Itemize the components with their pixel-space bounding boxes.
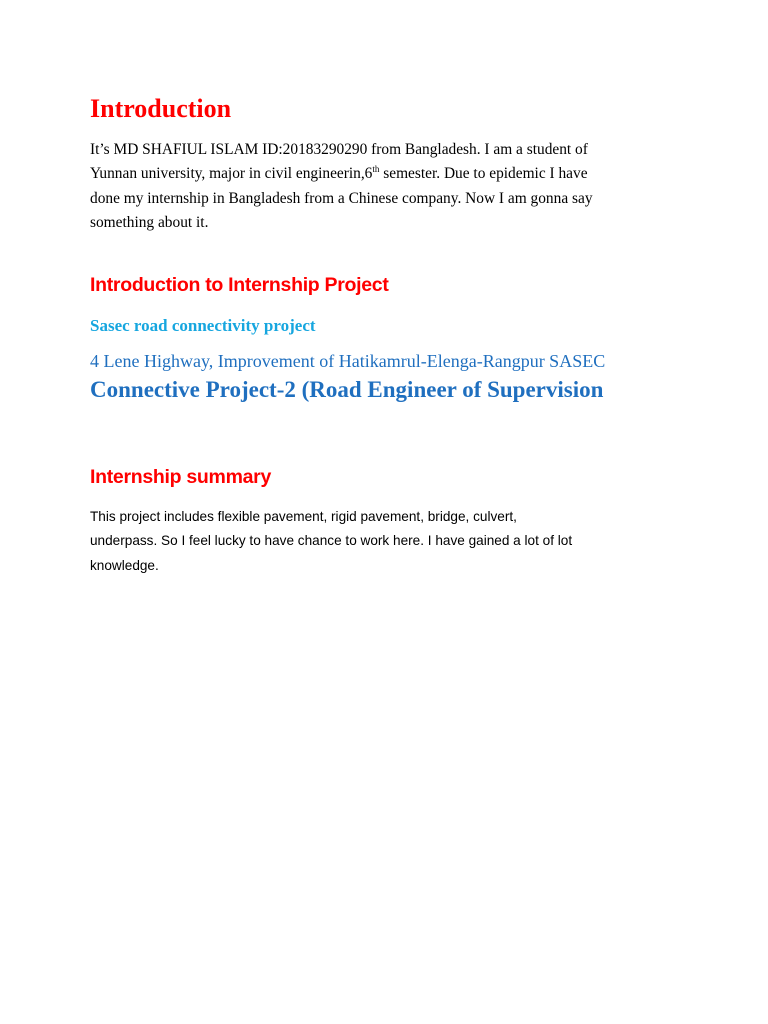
introduction-heading: Introduction: [90, 94, 232, 123]
intro-line-4: something about it.: [90, 214, 209, 232]
project-title-line-2: Connective Project-2 (Road Engineer of Supervision: [90, 377, 604, 402]
summary-line-3: knowledge.: [90, 557, 159, 573]
summary-line-1: This project includes flexible pavement, rigid pavement, bridge, culvert,: [90, 509, 517, 524]
ordinal-superscript: th: [372, 164, 380, 175]
intro-line-2: [90, 162, 690, 186]
intro-line-1: It’s MD SHAFIUL ISLAM ID:20183290290 from Bangladesh. I am a student of: [90, 141, 588, 158]
summary-heading: Internship summary: [90, 466, 271, 488]
introduction-paragraph: [90, 138, 690, 236]
project-heading: Introduction to Internship Project: [90, 274, 389, 296]
project-subheading: Sasec road connectivity project: [90, 316, 316, 335]
project-title-line-1: 4 Lene Highway, Improvement of Hatikamrul-Elenga-Rangpur SASEC: [90, 351, 606, 371]
summary-paragraph: [90, 505, 690, 578]
intro-line-2-end: semester. Due to epidemic I have: [379, 165, 588, 183]
intro-line-2-start: Yunnan university, major in civil engineerin,6: [90, 165, 373, 183]
intro-line-3: done my internship in Bangladesh from a Chinese company. Now I am gonna say: [90, 189, 593, 207]
summary-line-2: underpass. So I feel lucky to have chance to work here. I have gained a lot of lot: [90, 533, 573, 549]
